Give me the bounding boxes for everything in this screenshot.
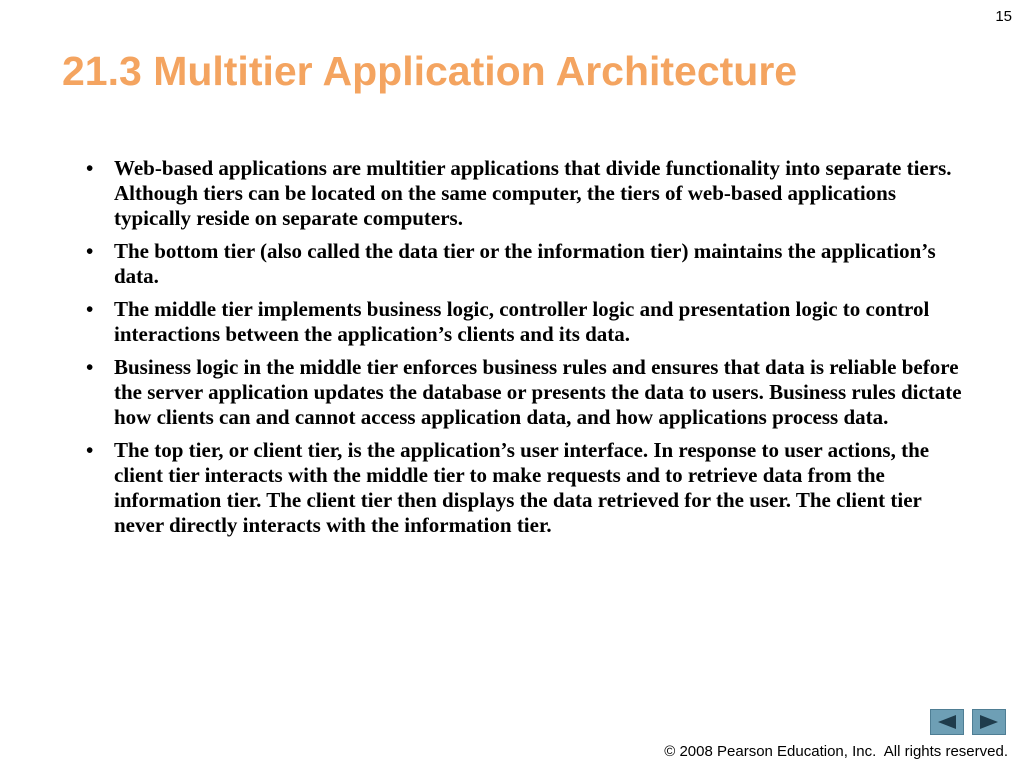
bullet-item [86, 355, 976, 430]
bullet-item [86, 438, 976, 538]
bullet-item [86, 156, 976, 231]
bullet-text: The top tier, or client tier, is the application’s user interface. In response to user actions, the client tier interacts with the middle tier to make requests and to retrieve data from the information tier. The client tier then displays the data retrieved for the user. The client tier never directly interacts with the information tier. [114, 438, 930, 537]
triangle-left-icon [936, 714, 958, 730]
bullet-text: Business logic in the middle tier enforces business rules and ensures that data is reliable before the server application updates the database or presents the data to users. Business rules dictate how clients can and cannot access application data, and how applications process data. [114, 355, 962, 429]
bullet-item [86, 297, 976, 347]
previous-slide-button[interactable] [930, 709, 964, 735]
bullet-text: Web-based applications are multitier applications that divide functionality into separate tiers. Although tiers can be located on the same computer, the tiers of web-based applications typically reside on separate computers. [114, 156, 952, 230]
bullet-marker: • [86, 355, 94, 379]
triangle-right-icon [978, 714, 1000, 730]
bullet-marker: • [86, 239, 94, 263]
slide-navigation [930, 709, 1006, 735]
bullet-list [86, 156, 976, 546]
slide-title: 21.3 Multitier Application Architecture [62, 48, 798, 94]
bullet-marker: • [86, 156, 94, 180]
copyright-notice: © 2008 Pearson Education, Inc. All rights reserved. [664, 743, 1008, 760]
bullet-text: The middle tier implements business logic, controller logic and presentation logic to control interactions between the application’s clients and its data. [114, 297, 930, 346]
next-slide-button[interactable] [972, 709, 1006, 735]
bullet-text: The bottom tier (also called the data tier or the information tier) maintains the application’s data. [114, 239, 936, 288]
bullet-item [86, 239, 976, 289]
bullet-marker: • [86, 297, 94, 321]
bullet-marker: • [86, 438, 94, 462]
page-number: 15 [995, 8, 1012, 25]
